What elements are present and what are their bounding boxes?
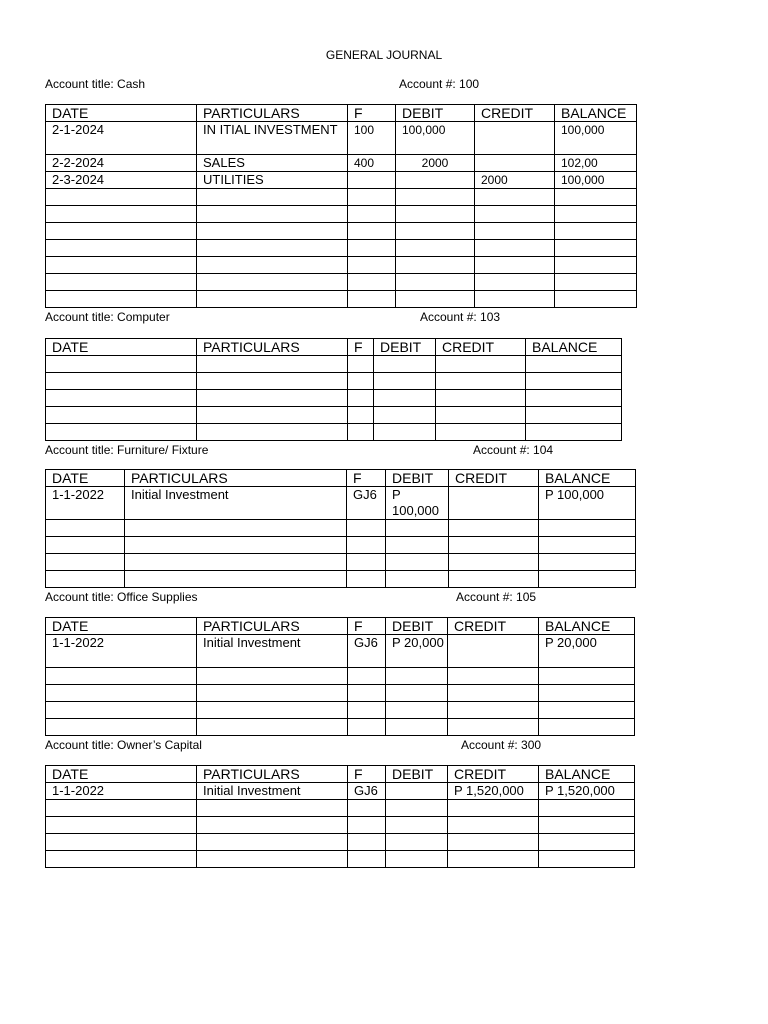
empty-row — [46, 291, 637, 308]
col-f: F — [347, 470, 386, 487]
empty-row — [46, 390, 622, 407]
folio-cell: GJ6 — [348, 783, 386, 800]
col-particulars: PARTICULARS — [197, 105, 348, 122]
page-title: GENERAL JOURNAL — [325, 48, 443, 62]
empty-row — [46, 834, 635, 851]
col-particulars: PARTICULARS — [197, 339, 348, 356]
particulars-cell: SALES — [197, 155, 348, 172]
account-title-office-supplies: Account title: Office Supplies — [45, 590, 198, 604]
debit-cell: P 20,000 — [386, 635, 448, 668]
account-title-furniture: Account title: Furniture/ Fixture — [45, 443, 209, 457]
account-number-owners-capital: Account #: 300 — [461, 738, 542, 752]
date-cell: 1-1-2022 — [46, 783, 197, 800]
table-row — [46, 487, 636, 520]
empty-row — [46, 702, 635, 719]
col-f: F — [348, 618, 386, 635]
header-row — [46, 105, 637, 122]
credit-cell: 2000 — [475, 172, 555, 189]
col-balance: BALANCE — [539, 470, 636, 487]
col-date: DATE — [46, 470, 125, 487]
balance-cell: P 1,520,000 — [539, 783, 635, 800]
date-cell: 2-1-2024 — [46, 122, 197, 155]
col-particulars: PARTICULARS — [125, 470, 347, 487]
ledger-table-computer — [45, 338, 622, 441]
empty-row — [46, 424, 622, 441]
col-date: DATE — [46, 618, 197, 635]
col-debit: DEBIT — [386, 766, 448, 783]
account-number-computer: Account #: 103 — [420, 310, 501, 324]
table-row — [46, 122, 637, 155]
account-number-furniture: Account #: 104 — [473, 443, 554, 457]
balance-cell: P 100,000 — [539, 487, 636, 520]
table-row — [46, 155, 637, 172]
folio-cell: GJ6 — [347, 487, 386, 520]
empty-row — [46, 851, 635, 868]
particulars-cell: Initial Investment — [125, 487, 347, 520]
empty-row — [46, 520, 636, 537]
folio-cell: GJ6 — [348, 635, 386, 668]
col-date: DATE — [46, 766, 197, 783]
empty-row — [46, 356, 622, 373]
empty-row — [46, 407, 622, 424]
debit-cell: P 100,000 — [386, 487, 449, 520]
empty-row — [46, 554, 636, 571]
ledger-table-owners-capital — [45, 765, 635, 868]
header-row — [46, 618, 635, 635]
empty-row — [46, 240, 637, 257]
empty-row — [46, 571, 636, 588]
empty-row — [46, 373, 622, 390]
empty-row — [46, 817, 635, 834]
folio-cell: 100 — [348, 122, 396, 155]
header-row — [46, 339, 622, 356]
col-particulars: PARTICULARS — [197, 618, 348, 635]
col-particulars: PARTICULARS — [197, 766, 348, 783]
col-credit: CREDIT — [475, 105, 555, 122]
col-debit: DEBIT — [374, 339, 436, 356]
account-title-cash: Account title: Cash — [45, 77, 146, 91]
empty-row — [46, 257, 637, 274]
account-number-office-supplies: Account #: 105 — [456, 590, 537, 604]
folio-cell: 400 — [348, 155, 396, 172]
particulars-cell: UTILITIES — [197, 172, 348, 189]
balance-cell: 102,00 — [555, 155, 637, 172]
credit-cell: P 1,520,000 — [448, 783, 539, 800]
empty-row — [46, 719, 635, 736]
particulars-cell: Initial Investment — [197, 635, 348, 668]
debit-cell — [386, 783, 448, 800]
col-debit: DEBIT — [386, 618, 448, 635]
col-credit: CREDIT — [436, 339, 526, 356]
header-row — [46, 766, 635, 783]
col-credit: CREDIT — [448, 766, 539, 783]
col-balance: BALANCE — [539, 766, 635, 783]
table-row — [46, 783, 635, 800]
col-credit: CREDIT — [448, 618, 539, 635]
table-row — [46, 635, 635, 668]
table-row — [46, 172, 637, 189]
col-balance: BALANCE — [526, 339, 622, 356]
empty-row — [46, 223, 637, 240]
empty-row — [46, 206, 637, 223]
account-title-computer: Account title: Computer — [45, 310, 170, 324]
empty-row — [46, 274, 637, 291]
debit-cell: 2000 — [396, 155, 475, 172]
col-balance: BALANCE — [555, 105, 637, 122]
particulars-cell: IN ITIAL INVESTMENT — [197, 122, 348, 155]
date-cell: 1-1-2022 — [46, 487, 125, 520]
empty-row — [46, 189, 637, 206]
debit-cell — [396, 172, 475, 189]
ledger-table-office-supplies — [45, 617, 635, 736]
balance-cell: 100,000 — [555, 172, 637, 189]
col-debit: DEBIT — [396, 105, 475, 122]
account-number-cash: Account #: 100 — [399, 77, 480, 91]
ledger-table-furniture — [45, 469, 636, 588]
ledger-table-cash — [45, 104, 637, 308]
empty-row — [46, 800, 635, 817]
balance-cell: 100,000 — [555, 122, 637, 155]
account-title-owners-capital: Account title: Owner’s Capital — [45, 738, 202, 752]
col-f: F — [348, 105, 396, 122]
empty-row — [46, 537, 636, 554]
credit-cell — [475, 122, 555, 155]
date-cell: 2-3-2024 — [46, 172, 197, 189]
col-f: F — [348, 339, 374, 356]
credit-cell — [449, 487, 539, 520]
credit-cell — [448, 635, 539, 668]
empty-row — [46, 685, 635, 702]
col-date: DATE — [46, 105, 197, 122]
empty-row — [46, 668, 635, 685]
col-credit: CREDIT — [449, 470, 539, 487]
col-debit: DEBIT — [386, 470, 449, 487]
date-cell: 1-1-2022 — [46, 635, 197, 668]
credit-cell — [475, 155, 555, 172]
debit-cell: 100,000 — [396, 122, 475, 155]
date-cell: 2-2-2024 — [46, 155, 197, 172]
col-f: F — [348, 766, 386, 783]
balance-cell: P 20,000 — [539, 635, 635, 668]
folio-cell — [348, 172, 396, 189]
particulars-cell: Initial Investment — [197, 783, 348, 800]
col-balance: BALANCE — [539, 618, 635, 635]
col-date: DATE — [46, 339, 197, 356]
header-row — [46, 470, 636, 487]
